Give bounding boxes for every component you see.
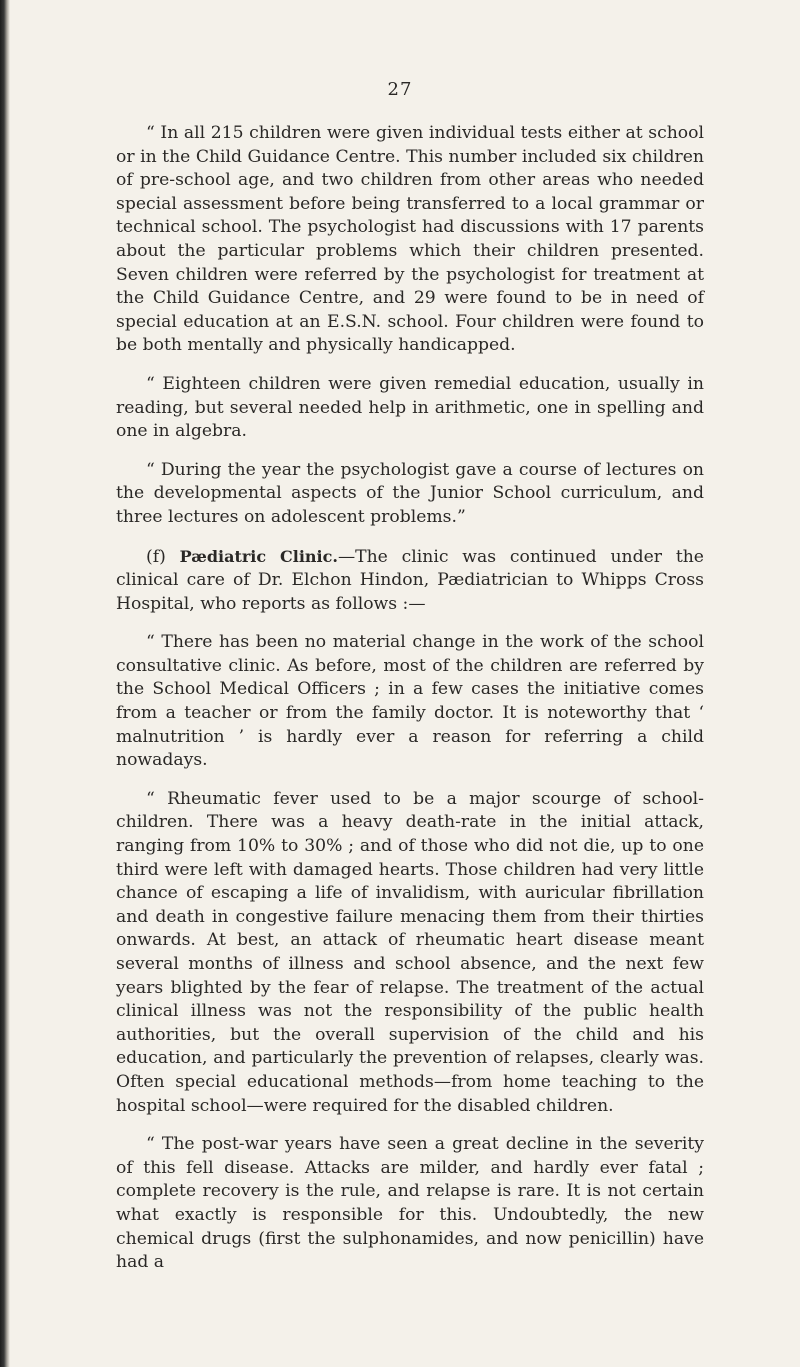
section-intro-text: —The clinic was continued under the clinical care of Dr. Elchon Hindon, Pædiatrician to Whipps Cross Hospital, who reports as follows :— xyxy=(116,546,704,614)
paragraph-rheumatic-fever: “ Rheumatic fever used to be a major scourge of school-children. There was a heavy death-rate in the initial attack, ranging from 10% to 30% ; and of those who did not die, up to one third were left with damaged hearts. Those children had very little chance of escaping a life of invalidism, with auricular fibrillation and death in congestive failure menacing them from their thirties onwards. At best, an attack of rheumatic heart disease meant several months of illness and school absence, and the next few years blighted by the fear of relapse. The treatment of the actual clinical illness was not the responsibility of the public health authorities, but the overall supervision of the child and his education, and particularly the prevention of relapses, clearly was. Often special educational methods—from home teaching to the hospital school—were required for the disabled children. xyxy=(116,788,704,1116)
page-body xyxy=(116,122,704,1290)
paragraph-lectures: “ During the year the psychologist gave a course of lectures on the developmental aspects of the Junior School curriculum, and three lectures on adolescent problems.” xyxy=(116,459,704,527)
page-number: 27 xyxy=(387,79,413,100)
paragraph-consultative-clinic: “ There has been no material change in the work of the school consultative clinic. As before, most of the children are referred by the School Medical Officers ; in a few cases the initiative comes from a teacher or from the family doctor. It is noteworthy that ‘ malnutrition ’ is hardly ever a reason for referring a child nowadays. xyxy=(116,632,704,771)
paragraph-post-war-decline: “ The post-war years have seen a great decline in the severity of this fell disease. Attacks are milder, and hardly ever fatal ; complete recovery is the rule, and relapse is rare. It is not certain what exactly is responsible for this. Undoubtedly, the new chemical drugs (first the sulphonamides, and now penicillin) have had a xyxy=(116,1134,704,1273)
paragraph-individual-tests: “ In all 215 children were given individual tests either at school or in the Child Guidance Centre. This number included six children of pre-school age, and two children from other areas who needed special assessment before being transferred to a local grammar or technical school. The psychologist had discussions with 17 parents about the particular problems which their children presented. Seven children were referred by the psychologist for treatment at the Child Guidance Centre, and 29 were found to be in need of special education at an E.S.N. school. Four children were found to be both mentally and physically handicapped. xyxy=(116,123,704,356)
paragraph-paediatric-clinic xyxy=(116,545,704,617)
paragraph-remedial-education: “ Eighteen children were given remedial education, usually in reading, but several needed help in arithmetic, one in spelling and one in algebra. xyxy=(116,373,704,442)
section-marker: (f) xyxy=(146,546,166,567)
page-binding-edge xyxy=(0,0,10,1367)
section-heading: Pædiatric Clinic. xyxy=(179,546,338,566)
